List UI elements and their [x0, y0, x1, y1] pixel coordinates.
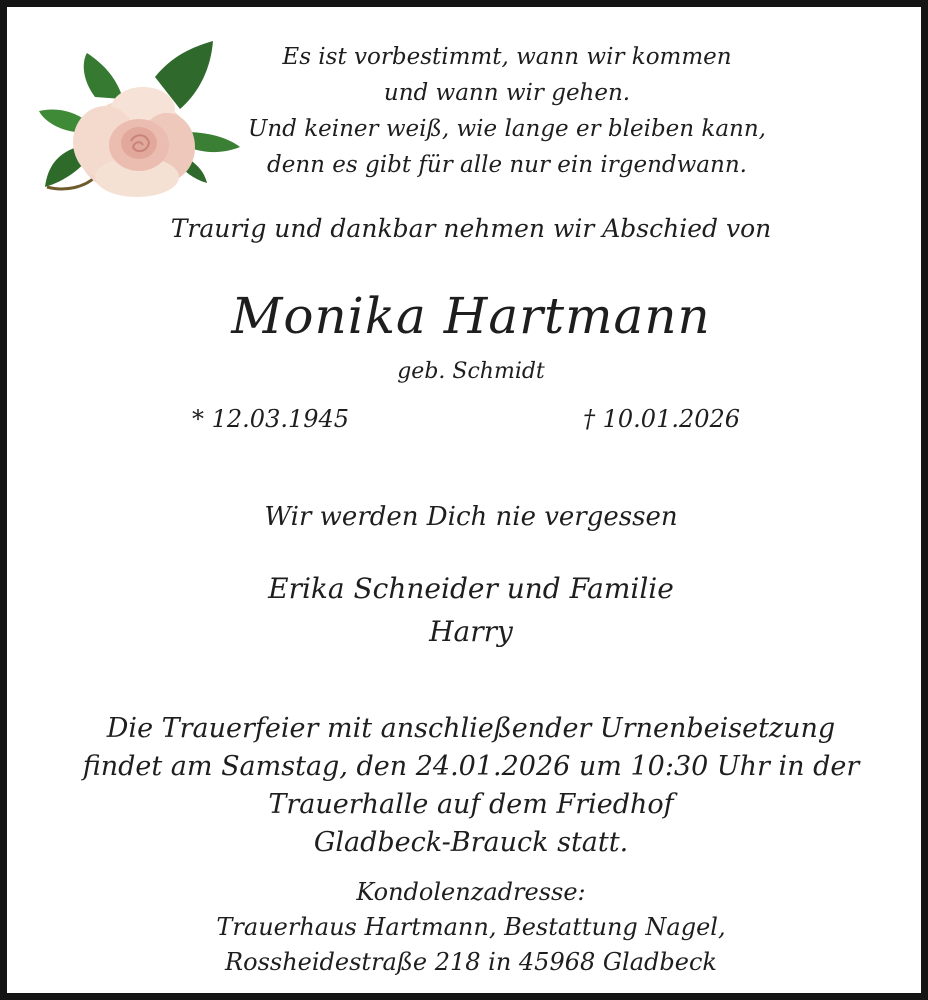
mourner-name: Erika Schneider und Familie: [268, 572, 674, 605]
poem: [212, 39, 802, 183]
mourners: [7, 567, 928, 653]
service-line: Gladbeck-Brauck statt.: [313, 827, 629, 858]
poem-line: und wann wir gehen.: [383, 80, 631, 106]
deceased-name: Monika Hartmann: [231, 287, 711, 345]
condolence-line: Trauerhaus Hartmann, Bestattung Nagel,: [216, 913, 726, 941]
service-line: Trauerhalle auf dem Friedhof: [268, 789, 674, 820]
death-date: † 10.01.2026: [583, 405, 741, 433]
mourner-name: Harry: [429, 615, 513, 648]
memory-line: Wir werden Dich nie vergessen: [264, 502, 678, 532]
funeral-service-info: [7, 710, 928, 862]
birth-name: geb. Schmidt: [397, 359, 545, 384]
farewell-intro: Traurig und dankbar nehmen wir Abschied von: [170, 214, 772, 243]
service-line: Die Trauerfeier mit anschließender Urnenbeisetzung: [106, 713, 836, 744]
poem-line: Es ist vorbestimmt, wann wir kommen: [282, 44, 732, 70]
condolence-line: Rossheidestraße 218 in 45968 Gladbeck: [225, 948, 717, 976]
condolence-heading: Kondolenzadresse:: [356, 878, 586, 906]
poem-line: denn es gibt für alle nur ein irgendwann.: [267, 152, 747, 178]
birth-date: * 12.03.1945: [192, 405, 350, 433]
condolence-address: [7, 875, 928, 980]
service-line: findet am Samstag, den 24.01.2026 um 10:30 Uhr in der: [82, 751, 860, 782]
poem-line: Und keiner weiß, wie lange er bleiben kann,: [247, 116, 766, 142]
